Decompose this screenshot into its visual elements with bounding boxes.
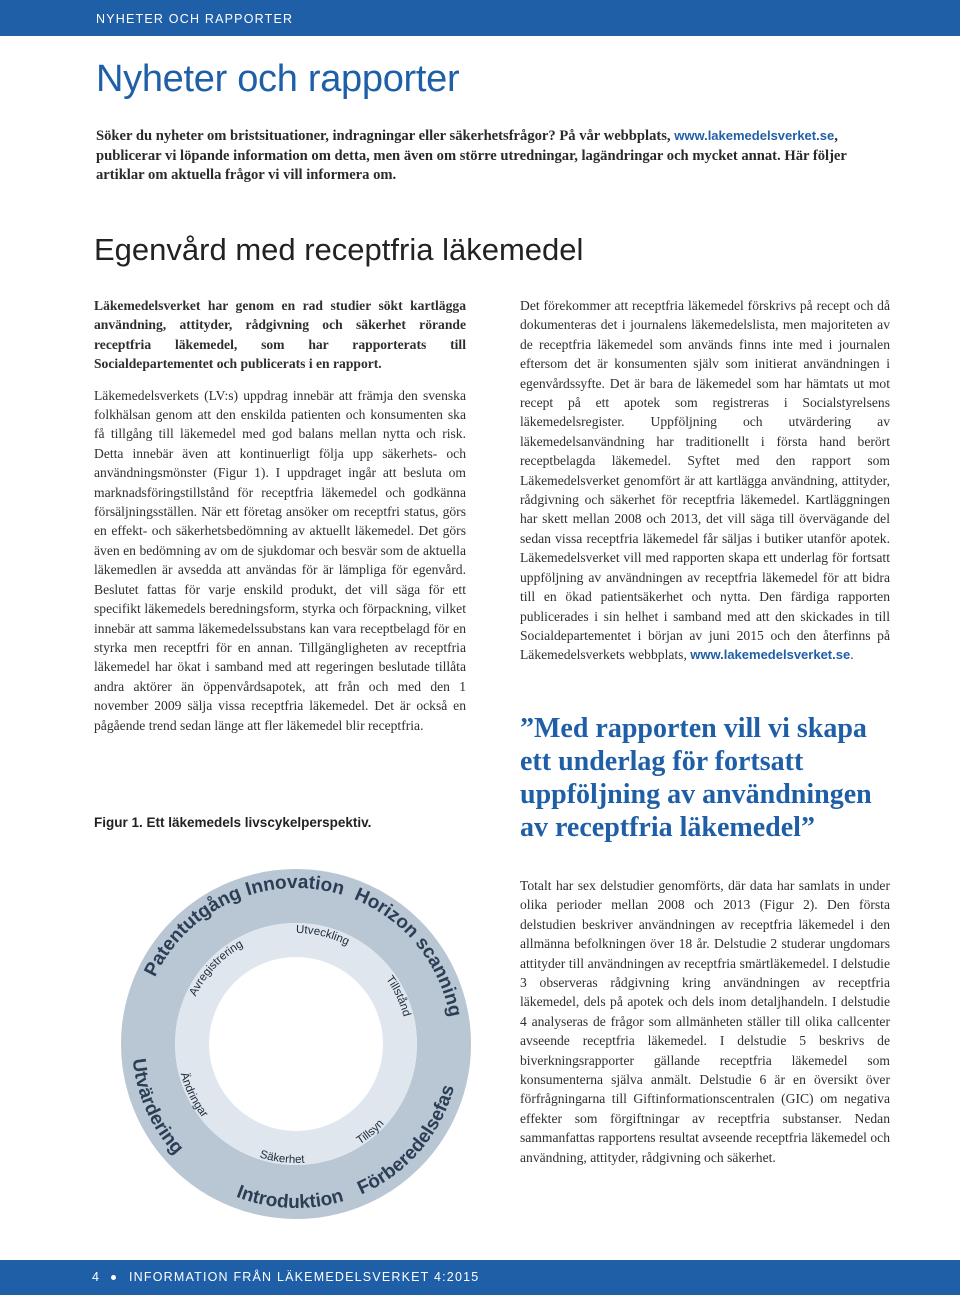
article-right-column bbox=[520, 296, 890, 665]
article-body-right-text: Det förekommer att receptfria läkemedel förskrivs på recept och då dokumenteras det i journalens läkemedelslista, men majoriteten av de receptfria läkemedel som används finns inte med i journalen eftersom det är konsumenten själv som initierat användningen i egenvårdssyfte. Det är bara de läkemedel som har hämtats ut mot recept på ett apotek som registreras i Socialstyrelsens läkemedelsregister. Uppföljning och utvärdering av läkemedelsanvändning har traditionellt i första hand berört receptbelagda läkemedel. Syftet med den rapport som Läkemedelsverket genomfört är att kartlägga användning, attityder, rådgivning och säkerhet för receptfria läkemedel. Kartläggningen har skett mellan 2008 och 2013, det vill säga till övervägande del sedan vissa receptfria läkemedel får säljas i butiker utanför apotek. Läkemedelsverket vill med rapporten skapa ett underlag för fortsatt uppföljning av användningen av receptfria läkemedel för att bidra till en ökad patientsäkerhet och nytta. Den färdiga rapporten publicerades i sin helhet i samband med att den skickades in till Socialdepartementet i början av juni 2015 och den återfinns på Läkemedelsverkets webbplats, bbox=[520, 298, 890, 663]
label-tillsyn: Tillsyn bbox=[354, 1117, 387, 1148]
label-sakerhet: Säkerhet bbox=[258, 1148, 305, 1167]
page-title: Nyheter och rapporter bbox=[96, 58, 460, 100]
section-header-bar bbox=[0, 0, 960, 36]
article-website-link[interactable]: www.lakemedelsverket.se bbox=[690, 647, 851, 663]
figure-caption: Figur 1. Ett läkemedels livscykelperspektiv. bbox=[94, 815, 372, 830]
article-title: Egenvård med receptfria läkemedel bbox=[94, 232, 584, 267]
label-innovation: Innovation bbox=[243, 871, 347, 901]
bullet-icon bbox=[111, 1275, 116, 1280]
article-body-right-2: Totalt har sex delstudier genomförts, där data har samlats in under olika perioder mellan 2008 och 2013 (Figur 2). Den första delstudien beskriver användningen av receptfria läkemedel i den allmänna befolkningen över 18 år. Delstudie 2 studerar ungdomars attityder till användningen av receptfria smärtläkemedel. I delstudie 3 observeras rådgivning kring användningen av receptfria läkemedel, dels på apotek och dels inom detaljhandeln. I delstudie 4 analyseras de frågor som allmänheten ställer till olika callcenter avseende receptfria läkemedel. I delstudie 5 beskrivs de biverkningsrapporter gällande receptfria läkemedel som konsumenterna själva anmält. Delstudie 6 är en översikt över förfrågningarna till Giftinformationscentralen (GIC) om negativa effekter som förgiftningar av receptfria substanser. Nedan sammanfattas rapportens resultat avseende receptfria läkemedel och användning, attityder, rådgivning och säkerhet. bbox=[520, 878, 890, 1165]
article-lead: Läkemedelsverket har genom en rad studier sökt kartlägga användning, attityder, rådgivning och säkerhet rörande receptfria läkemedel, som har rapporterats till Socialdepartementet och publicerats i en rapport. bbox=[94, 298, 466, 372]
intro-paragraph bbox=[96, 126, 896, 186]
label-introduktion: Introduktion bbox=[233, 1181, 346, 1214]
center-hole bbox=[210, 958, 382, 1130]
label-tillstand: Tillstånd bbox=[383, 973, 413, 1018]
label-utvardering: Utvärdering bbox=[127, 1057, 188, 1159]
label-forberedelsefas: Förberedelsefas bbox=[354, 1082, 460, 1200]
section-label: NYHETER OCH RAPPORTER bbox=[96, 12, 294, 26]
publication-label: INFORMATION FRÅN LÄKEMEDELSVERKET 4:2015 bbox=[129, 1270, 480, 1284]
label-patentutgang: Patentutgång bbox=[140, 882, 245, 980]
article-body-left: Läkemedelsverkets (LV:s) uppdrag innebär att främja den svenska folkhälsan genom att den enskilda patienten och konsumenten ska få tillgång till läkemedel med god balans mellan nytta och risk. Detta innebär även att kontinuerligt följa upp säkerhets- och användningsmönster (Figur 1). I uppdraget ingår att besluta om marknadsföringstillstånd för receptfria läkemedel och godkänna försäljningsställen. När ett företag ansöker om receptfri status, görs en effekt- och säkerhetsbedömning av aktuellt läkemedel. Det görs även en bedömning av om de sjukdomar och besvär som de aktuella läkemedlen är avsedda att användas för är lämpliga för egenvård. Beslutet fattas för varje enskild produkt, det vill säga för ett specifikt läkemedels beredningsform, styrka och förpackning, vilket innebär att samma läkemedelssubstans kan vara receptbelagd för en styrka men receptfri för en annan. Tillgängligheten av receptfria läkemedel har ökat i samband med att regeringen beslutade tillåta andra aktörer än öppenvårdsapotek, att från och med den 1 november 2009 sälja vissa receptfria läkemedel. Det är också en pågående trend sedan länge att fler läkemedel blir receptfria. bbox=[94, 387, 466, 733]
article-body-right bbox=[520, 296, 890, 665]
article-right-column-2 bbox=[520, 876, 890, 1167]
intro-website-link[interactable]: www.lakemedelsverket.se bbox=[674, 128, 835, 143]
article-body-right-end: . bbox=[850, 647, 854, 663]
label-avregistrering: Avregistrering bbox=[187, 938, 246, 999]
label-utveckling: Utveckling bbox=[295, 923, 352, 949]
pull-quote: ”Med rapporten vill vi skapa ett underlag för fortsatt uppföljning av användningen av receptfria läkemedel” bbox=[520, 713, 872, 843]
intro-text-1: Söker du nyheter om bristsituationer, indragningar eller säkerhetsfrågor? På vår webbplats, bbox=[96, 128, 675, 144]
lifecycle-diagram bbox=[92, 858, 500, 1230]
page-number: 4 bbox=[92, 1270, 99, 1284]
intro-text-2: , publicerar vi löpande information om detta, men även om större utredningar, lagändringar och mycket annat. Här följer artiklar om aktuella frågor vi vill informera om. bbox=[96, 128, 847, 183]
article-left-column bbox=[94, 296, 466, 735]
label-andringar: Ändringar bbox=[177, 1071, 210, 1120]
label-horizon-scanning: Horizon scanning bbox=[351, 884, 466, 1019]
